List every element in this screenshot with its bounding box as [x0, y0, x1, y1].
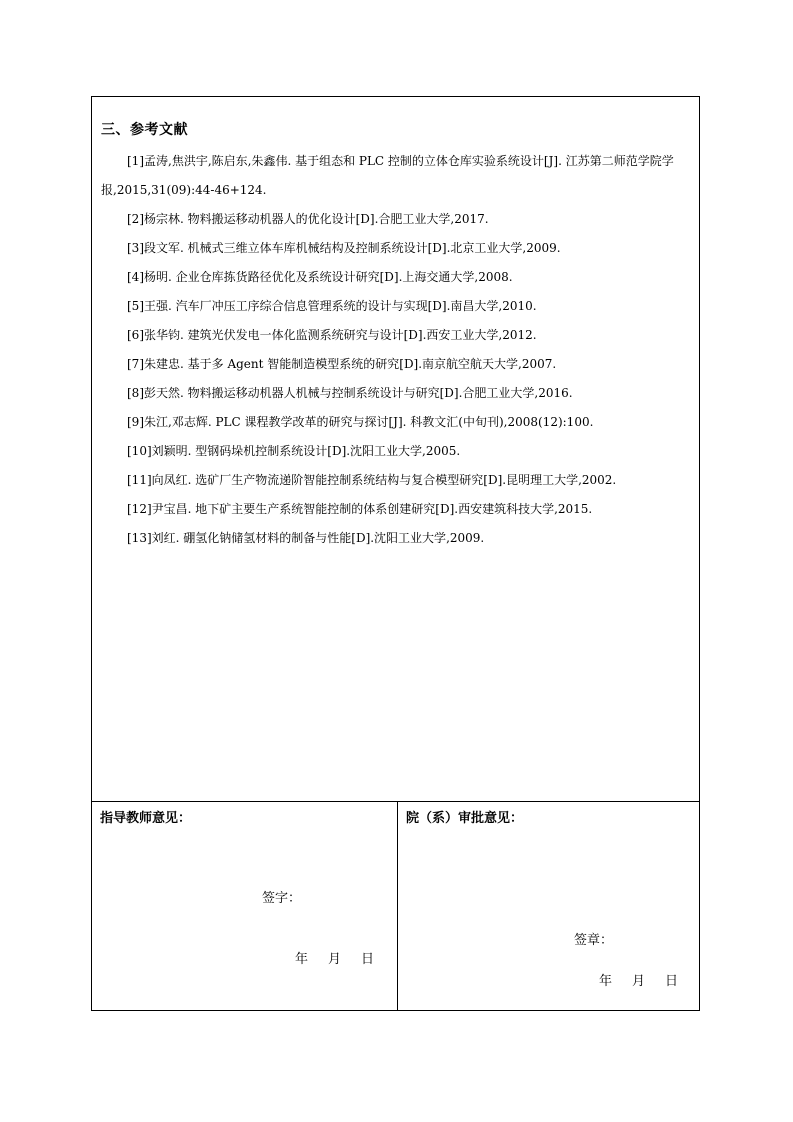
- department-date-day: 日: [665, 974, 679, 989]
- reference-list: [101, 147, 697, 553]
- advisor-opinion-cell[interactable]: [92, 802, 398, 1010]
- references-section: [92, 97, 699, 802]
- reference-item: [7]朱建忠. 基于多 Agent 智能制造模型系统的研究[D].南京航空航天大学,2007.: [127, 357, 557, 371]
- advisor-date-month: 月: [328, 952, 342, 967]
- reference-item: [10]刘颖明. 型钢码垛机控制系统设计[D].沈阳工业大学,2005.: [127, 444, 461, 458]
- advisor-date-year: 年: [295, 952, 309, 967]
- department-date-month: 月: [632, 974, 646, 989]
- reference-item: [4]杨明. 企业仓库拣货路径优化及系统设计研究[D].上海交通大学,2008.: [127, 270, 513, 284]
- reference-item: [1]孟涛,焦洪宇,陈启东,朱鑫伟. 基于组态和 PLC 控制的立体仓库实验系统设计[J]. 江苏第二师范学院学报,2015,31(09):44-46+124.: [101, 154, 674, 197]
- reference-item: [3]段文军. 机械式三维立体车库机械结构及控制系统设计[D].北京工业大学,2009.: [127, 241, 561, 255]
- department-opinion-cell[interactable]: [398, 802, 699, 1010]
- form-frame: [91, 96, 700, 1011]
- reference-item: [13]刘红. 硼氢化钠储氢材料的制备与性能[D].沈阳工业大学,2009.: [127, 531, 485, 545]
- reference-item: [5]王强. 汽车厂冲压工序综合信息管理系统的设计与实现[D].南昌大学,2010.: [127, 299, 537, 313]
- department-sign-label: 签章：: [574, 933, 614, 948]
- reference-item: [9]朱江,邓志辉. PLC 课程教学改革的研究与探讨[J]. 科教文汇(中旬刊),2008(12):100.: [127, 415, 594, 429]
- opinions-row: [92, 802, 699, 1010]
- reference-item: [12]尹宝昌. 地下矿主要生产系统智能控制的体系创建研究[D].西安建筑科技大学,2015.: [127, 502, 593, 516]
- department-date: [599, 970, 678, 989]
- reference-item: [8]彭天然. 物料搬运移动机器人机械与控制系统设计与研究[D].合肥工业大学,2016.: [127, 386, 573, 400]
- advisor-opinion-title: 指导教师意见：: [100, 811, 192, 826]
- advisor-date-day: 日: [361, 952, 375, 967]
- department-date-year: 年: [599, 974, 613, 989]
- reference-item: [6]张华钧. 建筑光伏发电一体化监测系统研究与设计[D].西安工业大学,2012.: [127, 328, 537, 342]
- advisor-sign-label: 签字：: [262, 891, 302, 906]
- advisor-date: [295, 948, 374, 967]
- department-opinion-title: 院（系）审批意见：: [406, 811, 524, 826]
- reference-item: [2]杨宗林. 物料搬运移动机器人的优化设计[D].合肥工业大学,2017.: [127, 212, 489, 226]
- section-title: 三、参考文献: [101, 122, 188, 138]
- reference-item: [11]向凤红. 选矿厂生产物流递阶智能控制系统结构与复合模型研究[D].昆明理工大学,2002.: [127, 473, 617, 487]
